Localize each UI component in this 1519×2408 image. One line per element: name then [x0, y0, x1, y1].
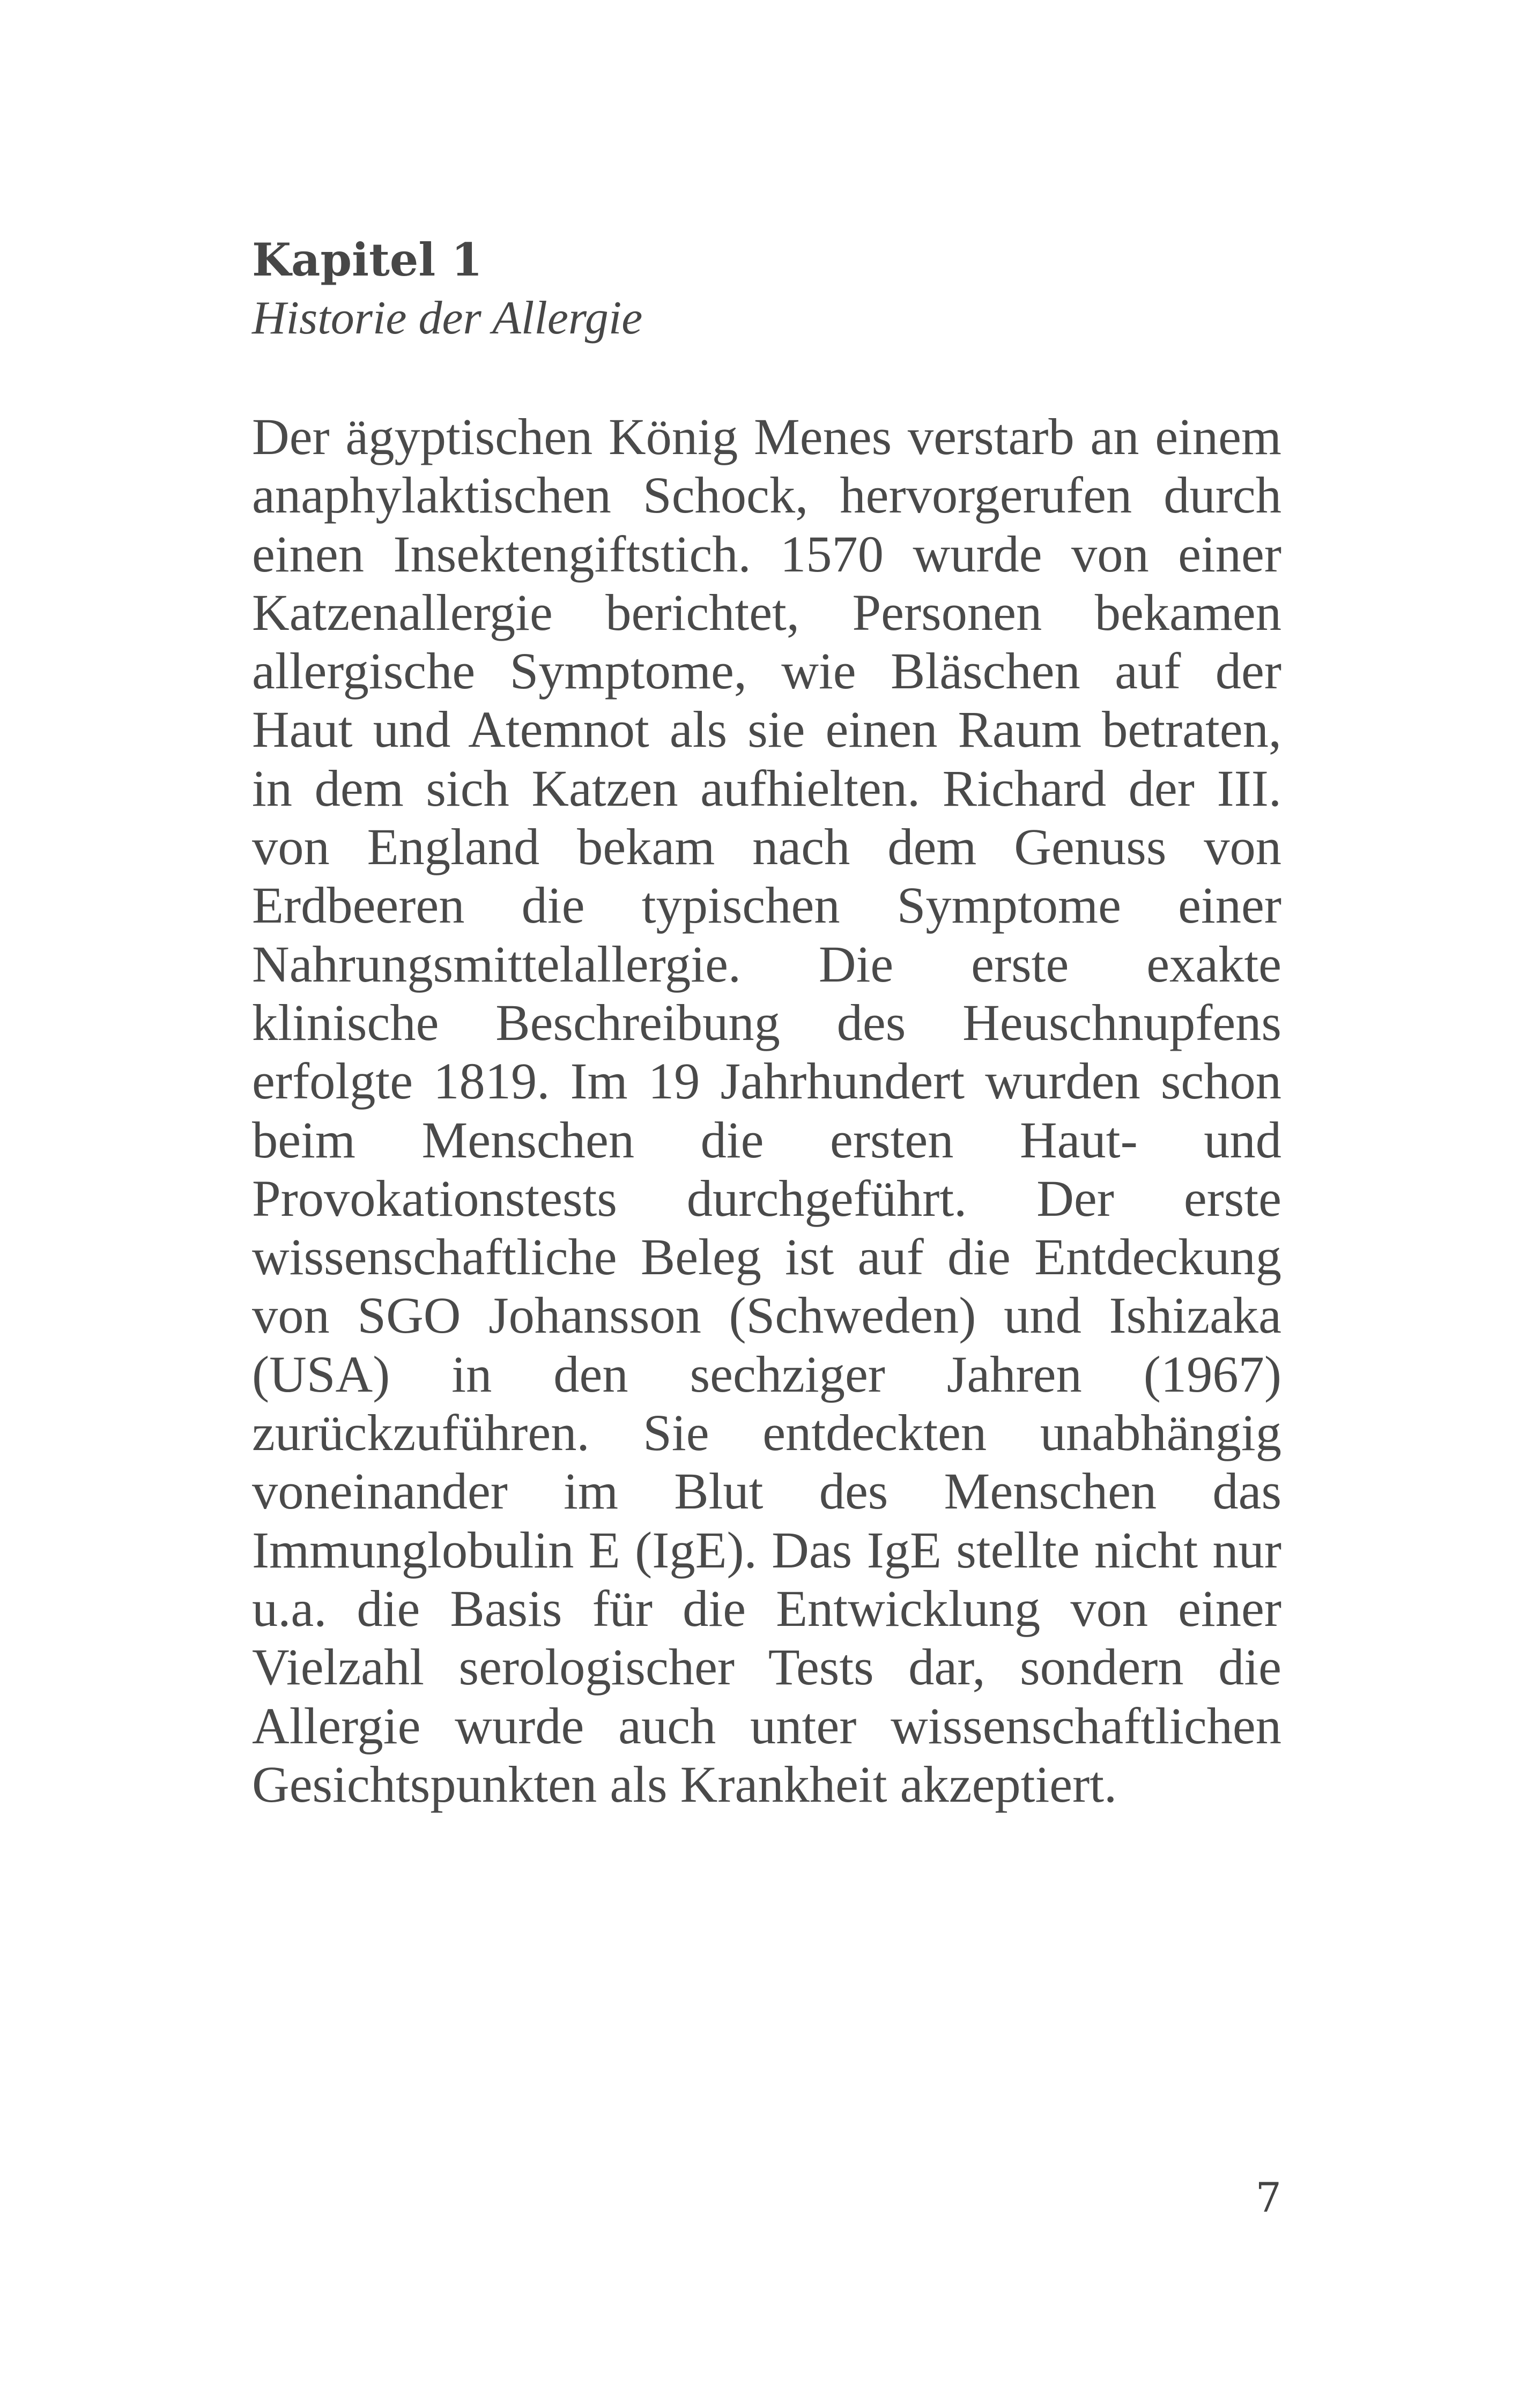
chapter-number: Kapitel 1 — [252, 233, 483, 286]
body-paragraph: Der ägyptischen König Menes verstarb an einem anaphylaktischen Schock, hervorgerufen durch einen Insektengiftstich. 1570 wurde von einer Katzenallergie berichtet, Personen bekamen allergische Symptome, wie Bläschen auf der Haut und Atemnot als sie einen Raum betraten, in dem sich Katzen aufhielten. Richard der III. von England bekam nach dem Genuss von Erdbeeren die typischen Symptome einer Nahrungsmittelallergie. Die erste exakte klinische Beschreibung des Heuschnupfens erfolgte 1819. Im 19 Jahrhundert wurden schon beim Menschen die ersten Haut- und Provokationstests durchgeführt. Der erste wissenschaftliche Beleg ist auf die Entdeckung von SGO Johansson (Schweden) und Ishizaka (USA) in den sechziger Jahren (1967) zurückzuführen. Sie entdeckten unabhängig voneinander im Blut des Menschen das Immunglobulin E (IgE). Das IgE stellte nicht nur u.a. die Basis für die Entwicklung von einer Vielzahl serologischer Tests dar, sondern die Allergie wurde auch unter wissenschaftlichen Gesichtspunkten als Krankheit akzeptiert. — [252, 408, 1281, 1813]
chapter-heading — [252, 231, 1281, 347]
chapter-title: Historie der Allergie — [252, 292, 643, 344]
page-number: 7 — [1255, 2174, 1281, 2221]
